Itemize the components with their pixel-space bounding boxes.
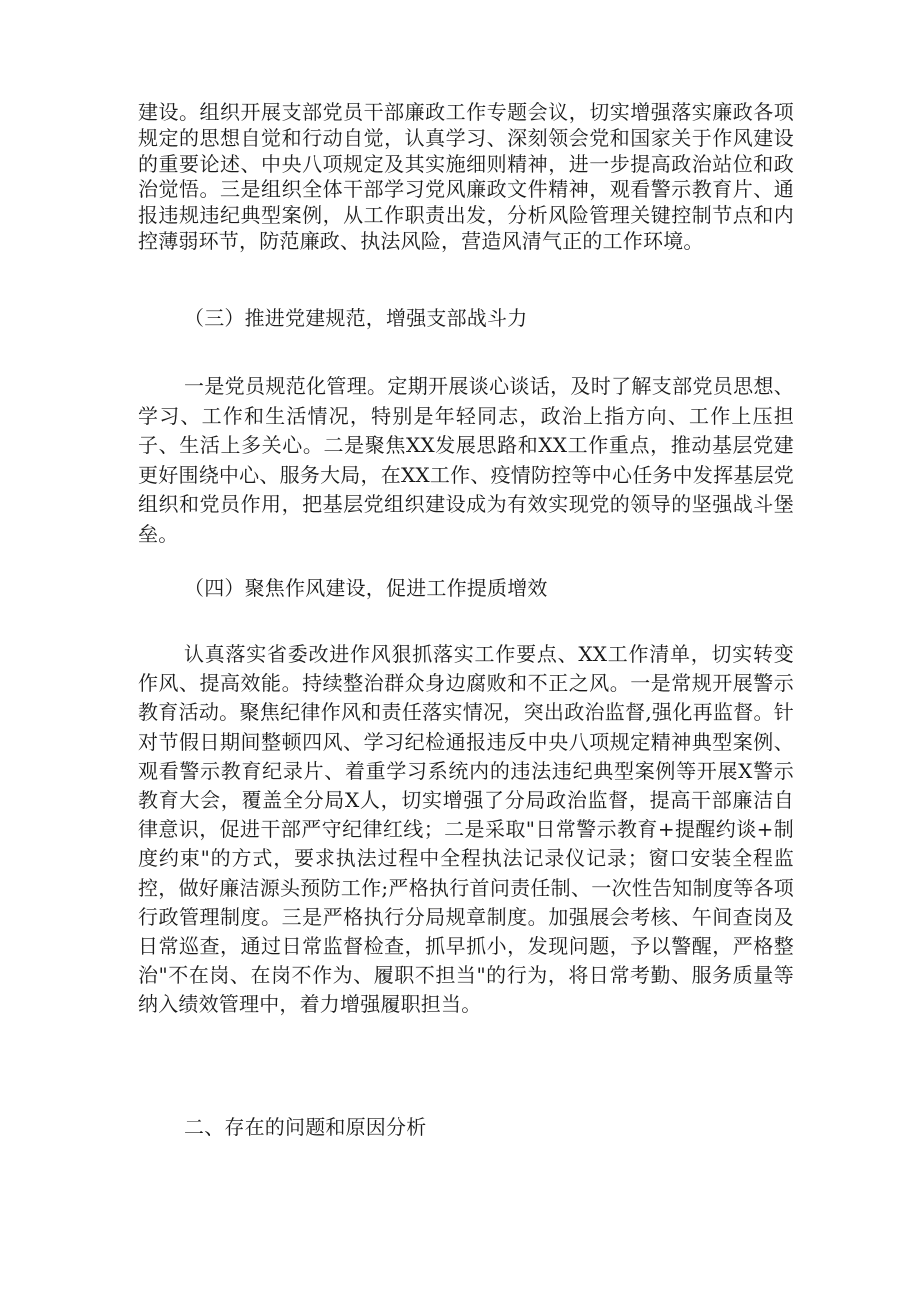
section-heading-4: （四）聚焦作风建设，促进工作提质增效 <box>184 576 548 600</box>
paragraph-4: 认真落实省委改进作风狠抓落实工作要点、XX工作清单，切实转变作风、提高效能。持续整治群众身边腐败和不正之风。一是常规开展警示教育活动。聚焦纪律作风和责任落实情况，突出政治监督,强化再监督。针对节假日期间整顿四风、学习纪检通报违反中央八项规定精神典型案例、观看警示教育纪录片、着重学习系统内的违法违纪典型案例等开展X警示教育大会，覆盖全分局X人，切实增强了分局政治监督，提高干部廉洁自律意识，促进干部严守纪律红线；二是采取"日常警示教育+提醒约谈+制度约束"的方式，要求执法过程中全程执法记录仪记录；窗口安装全程监控，做好廉洁源头预防工作;严格执行首问责任制、一次性告知制度等各项行政管理制度。三是严格执行分局规章制度。加强展会考核、午间查岗及日常巡查，通过日常监督检查，抓早抓小，发现问题，予以警醒，严格整治"不在岗、在岗不作为、履职不担当"的行为，将日常考勤、服务质量等纳入绩效管理中，着力增强履职担当。 <box>138 642 794 1017</box>
section-heading-3: （三）推进党建规范，增强支部战斗力 <box>184 306 528 330</box>
paragraph-3: 一是党员规范化管理。定期开展谈心谈话，及时了解支部党员思想、学习、工作和生活情况，特别是年轻同志，政治上指方向、工作上压担子、生活上多关心。二是聚焦XX发展思路和XX工作重点，推动基层党建更好围绕中心、服务大局，在XX工作、疫情防控等中心任务中发挥基层党组织和党员作用，把基层党组织建设成为有效实现党的领导的坚强战斗堡垒。 <box>138 374 794 546</box>
section-heading-2: 二、存在的问题和原因分析 <box>184 1115 427 1139</box>
paragraph-continued: 建设。组织开展支部党员干部廉政工作专题会议，切实增强落实廉政各项规定的思想自觉和行动自觉，认真学习、深刻领会党和国家关于作风建设的重要论述、中央八项规定及其实施细则精神，进一步提高政治站位和政治觉悟。三是组织全体干部学习党风廉政文件精神，观看警示教育片、通报违规违纪典型案例，从工作职责出发，分析风险管理关键控制节点和内控薄弱环节，防范廉政、执法风险，营造风清气正的工作环境。 <box>138 100 794 253</box>
